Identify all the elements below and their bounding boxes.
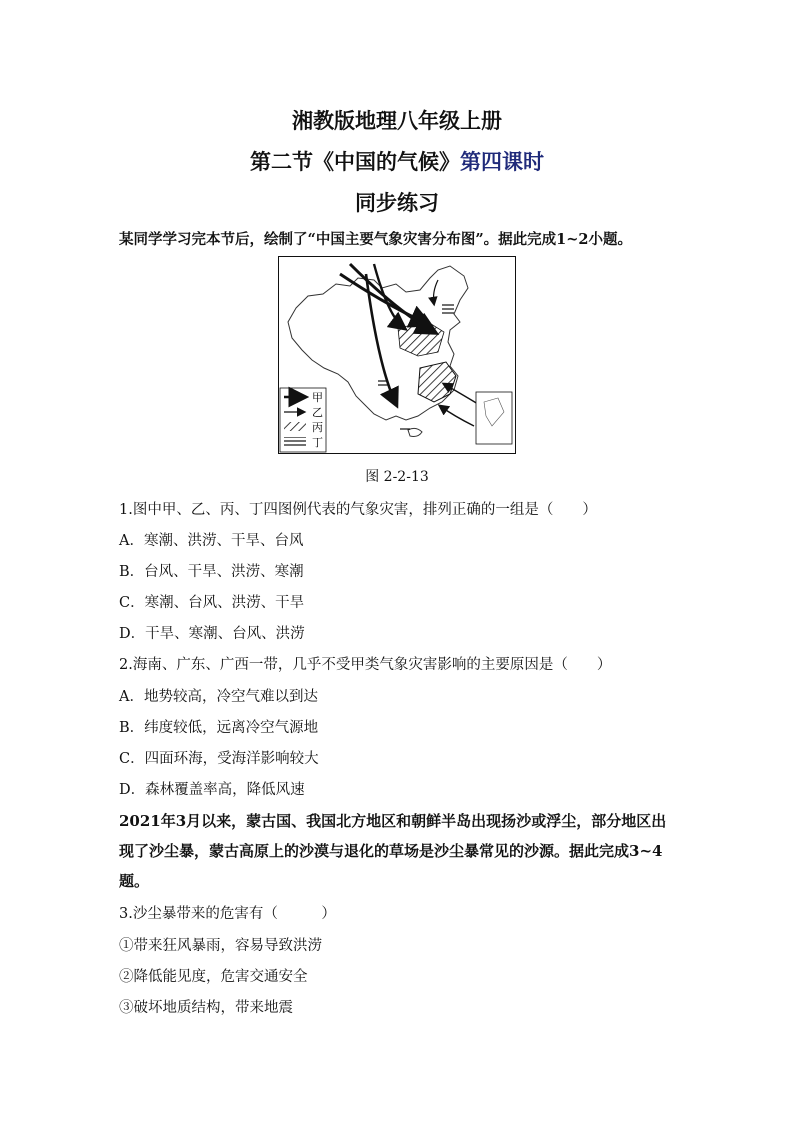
intro-text-2: 2021年3月以来，蒙古国、我国北方地区和朝鲜半岛出现扬沙或浮尘，部分地区出现了沙尘暴，蒙古高原上的沙漠与退化的草场是沙尘暴常见的沙源。据此完成3~4题。: [119, 812, 667, 890]
q3-stem: 3.沙尘暴带来的危害有（ ）: [119, 906, 336, 922]
q3-item-1: ①带来狂风暴雨，容易导致洪涝: [119, 938, 322, 954]
q1-option-d: D．干旱、寒潮、台风、洪涝: [119, 626, 305, 642]
document-title: 湘教版地理八年级上册: [292, 108, 502, 133]
south-sea-inset: [476, 392, 512, 444]
legend-label-c: 丙: [312, 421, 323, 434]
q2-stem: 2.海南、广东、广西一带，几乎不受甲类气象灾害影响的主要原因是（ ）: [119, 657, 612, 673]
disaster-map-figure: [278, 256, 516, 454]
intro-text-1: 某同学学习完本节后，绘制了“中国主要气象灾害分布图”。据此完成1~2小题。: [119, 231, 633, 248]
q1-option-b: B．台风、干旱、洪涝、寒潮: [119, 564, 304, 580]
region-d-1: [442, 304, 454, 314]
figure-caption: 图 2-2-13: [365, 469, 429, 485]
q2-option-a: A．地势较高，冷空气难以到达: [119, 689, 318, 705]
lesson-title-period: 第四课时: [460, 149, 544, 174]
q3-item-3: ③破坏地质结构，带来地震: [119, 1000, 293, 1016]
lesson-title: [0, 146, 794, 176]
region-d-3: [400, 426, 410, 432]
lesson-title-section: 第二节《中国的气候》: [250, 149, 460, 174]
q2-option-c: C．四面环海，受海洋影响较大: [119, 751, 319, 767]
legend-label-b: 乙: [312, 406, 323, 419]
q1-option-a: A．寒潮、洪涝、干旱、台风: [119, 533, 304, 549]
exercise-title: 同步练习: [355, 190, 439, 215]
q1-option-c: C．寒潮、台风、洪涝、干旱: [119, 595, 305, 611]
q2-option-d: D．森林覆盖率高，降低风速: [119, 782, 305, 798]
q3-item-2: ②降低能见度，危害交通安全: [119, 969, 308, 985]
legend-label-d: 丁: [312, 436, 323, 449]
q1-stem: 1.图中甲、乙、丙、丁四图例代表的气象灾害，排列正确的一组是（ ）: [119, 502, 597, 518]
q2-option-b: B．纬度较低，远离冷空气源地: [119, 720, 319, 736]
legend-label-a: 甲: [312, 391, 323, 404]
